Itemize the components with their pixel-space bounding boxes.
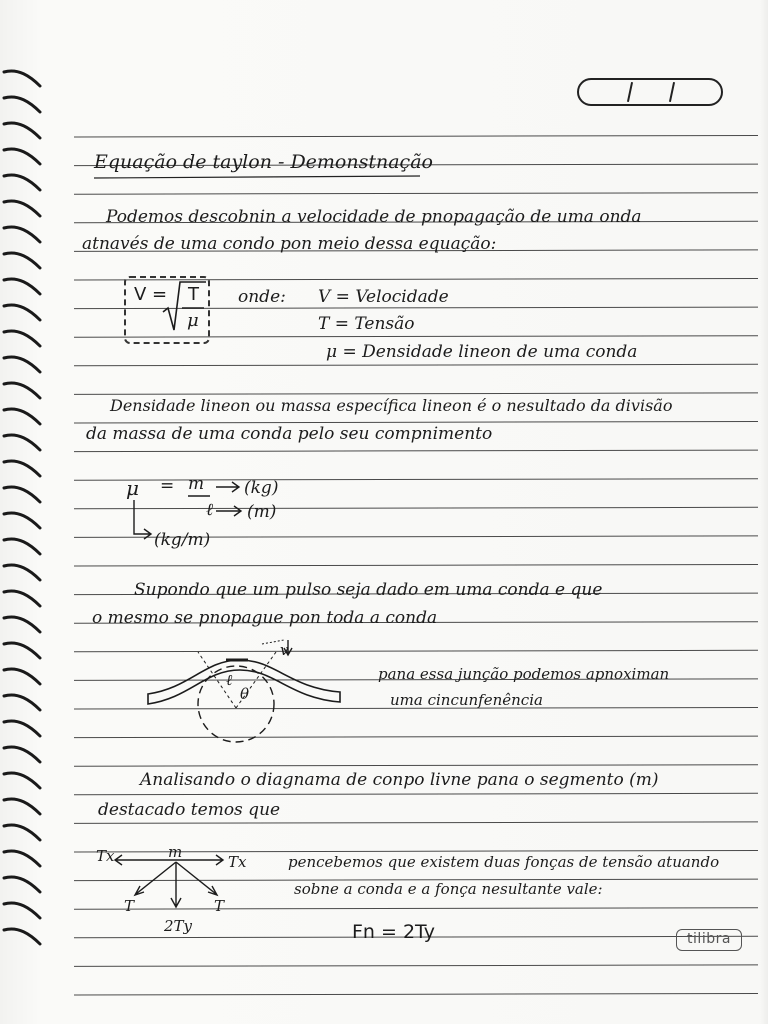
diagram1-note-2: uma cincunfenência (390, 691, 543, 709)
definition-t: T = Tensão (318, 314, 415, 334)
formula-denominator: μ (187, 310, 199, 331)
formula-lhs: V = (134, 284, 168, 305)
length-symbol: ℓ (206, 500, 214, 520)
result-equation: Fn = 2Ty (352, 921, 435, 943)
mass-unit: (kg) (244, 478, 279, 498)
intro-line-2: atnavés de uma condo pon meio dessa equação: (82, 234, 497, 254)
analysis-line-1: Analisando o diagnama de conpo livne pana o segmento (m) (140, 770, 659, 790)
mu-unit: (kg/m) (154, 530, 211, 550)
mass-label: m (168, 843, 183, 861)
mu-symbol: μ (126, 476, 139, 500)
density-line-2: da massa de uma conda pelo seu compnimento (86, 424, 493, 444)
intro-line-1: Podemos descobnin a velocidade de pnopagação de uma onda (106, 207, 642, 227)
diagram2-note-1: pencebemos que existem duas fonças de tensão atuando (288, 853, 720, 871)
tx-right-label: Tx (228, 853, 247, 871)
t-right-label: T (214, 897, 225, 915)
t-left-label: T (124, 897, 135, 915)
diagram2-note-2: sobne a conda e a fonça nesultante vale: (294, 880, 603, 898)
density-line-1: Densidade lineon ou massa específica lineon é o nesultado da divisão (110, 396, 673, 415)
date-field (577, 78, 723, 106)
definition-mu: μ = Densidade lineon de uma conda (326, 342, 638, 362)
length-unit: (m) (247, 502, 277, 522)
theta-label: θ (240, 685, 250, 703)
mass-symbol: m (188, 474, 205, 494)
formula-numerator: T (188, 284, 199, 305)
velocity-label: v (280, 641, 289, 659)
diagram1-note-1: pana essa junção podemos apnoximan (378, 665, 670, 683)
pulse-line-1: Supondo que um pulso seja dado em uma conda e que (134, 580, 603, 600)
pulse-line-2: o mesmo se pnopague pon toda a conda (92, 608, 438, 628)
tx-left-label: Tx (96, 847, 115, 865)
spiral-binding (0, 60, 50, 960)
ell-label: ℓ (226, 671, 233, 689)
page-title: Equação de taylon - Demonstnação (94, 151, 433, 173)
brand-logo: tilibra (676, 929, 742, 951)
definition-v: V = Velocidade (318, 287, 449, 307)
mu-equals: = (160, 476, 175, 496)
analysis-line-2: destacado temos que (98, 800, 281, 820)
two-ty-label: 2Ty (164, 917, 193, 935)
formula-onde: onde: (238, 287, 286, 307)
